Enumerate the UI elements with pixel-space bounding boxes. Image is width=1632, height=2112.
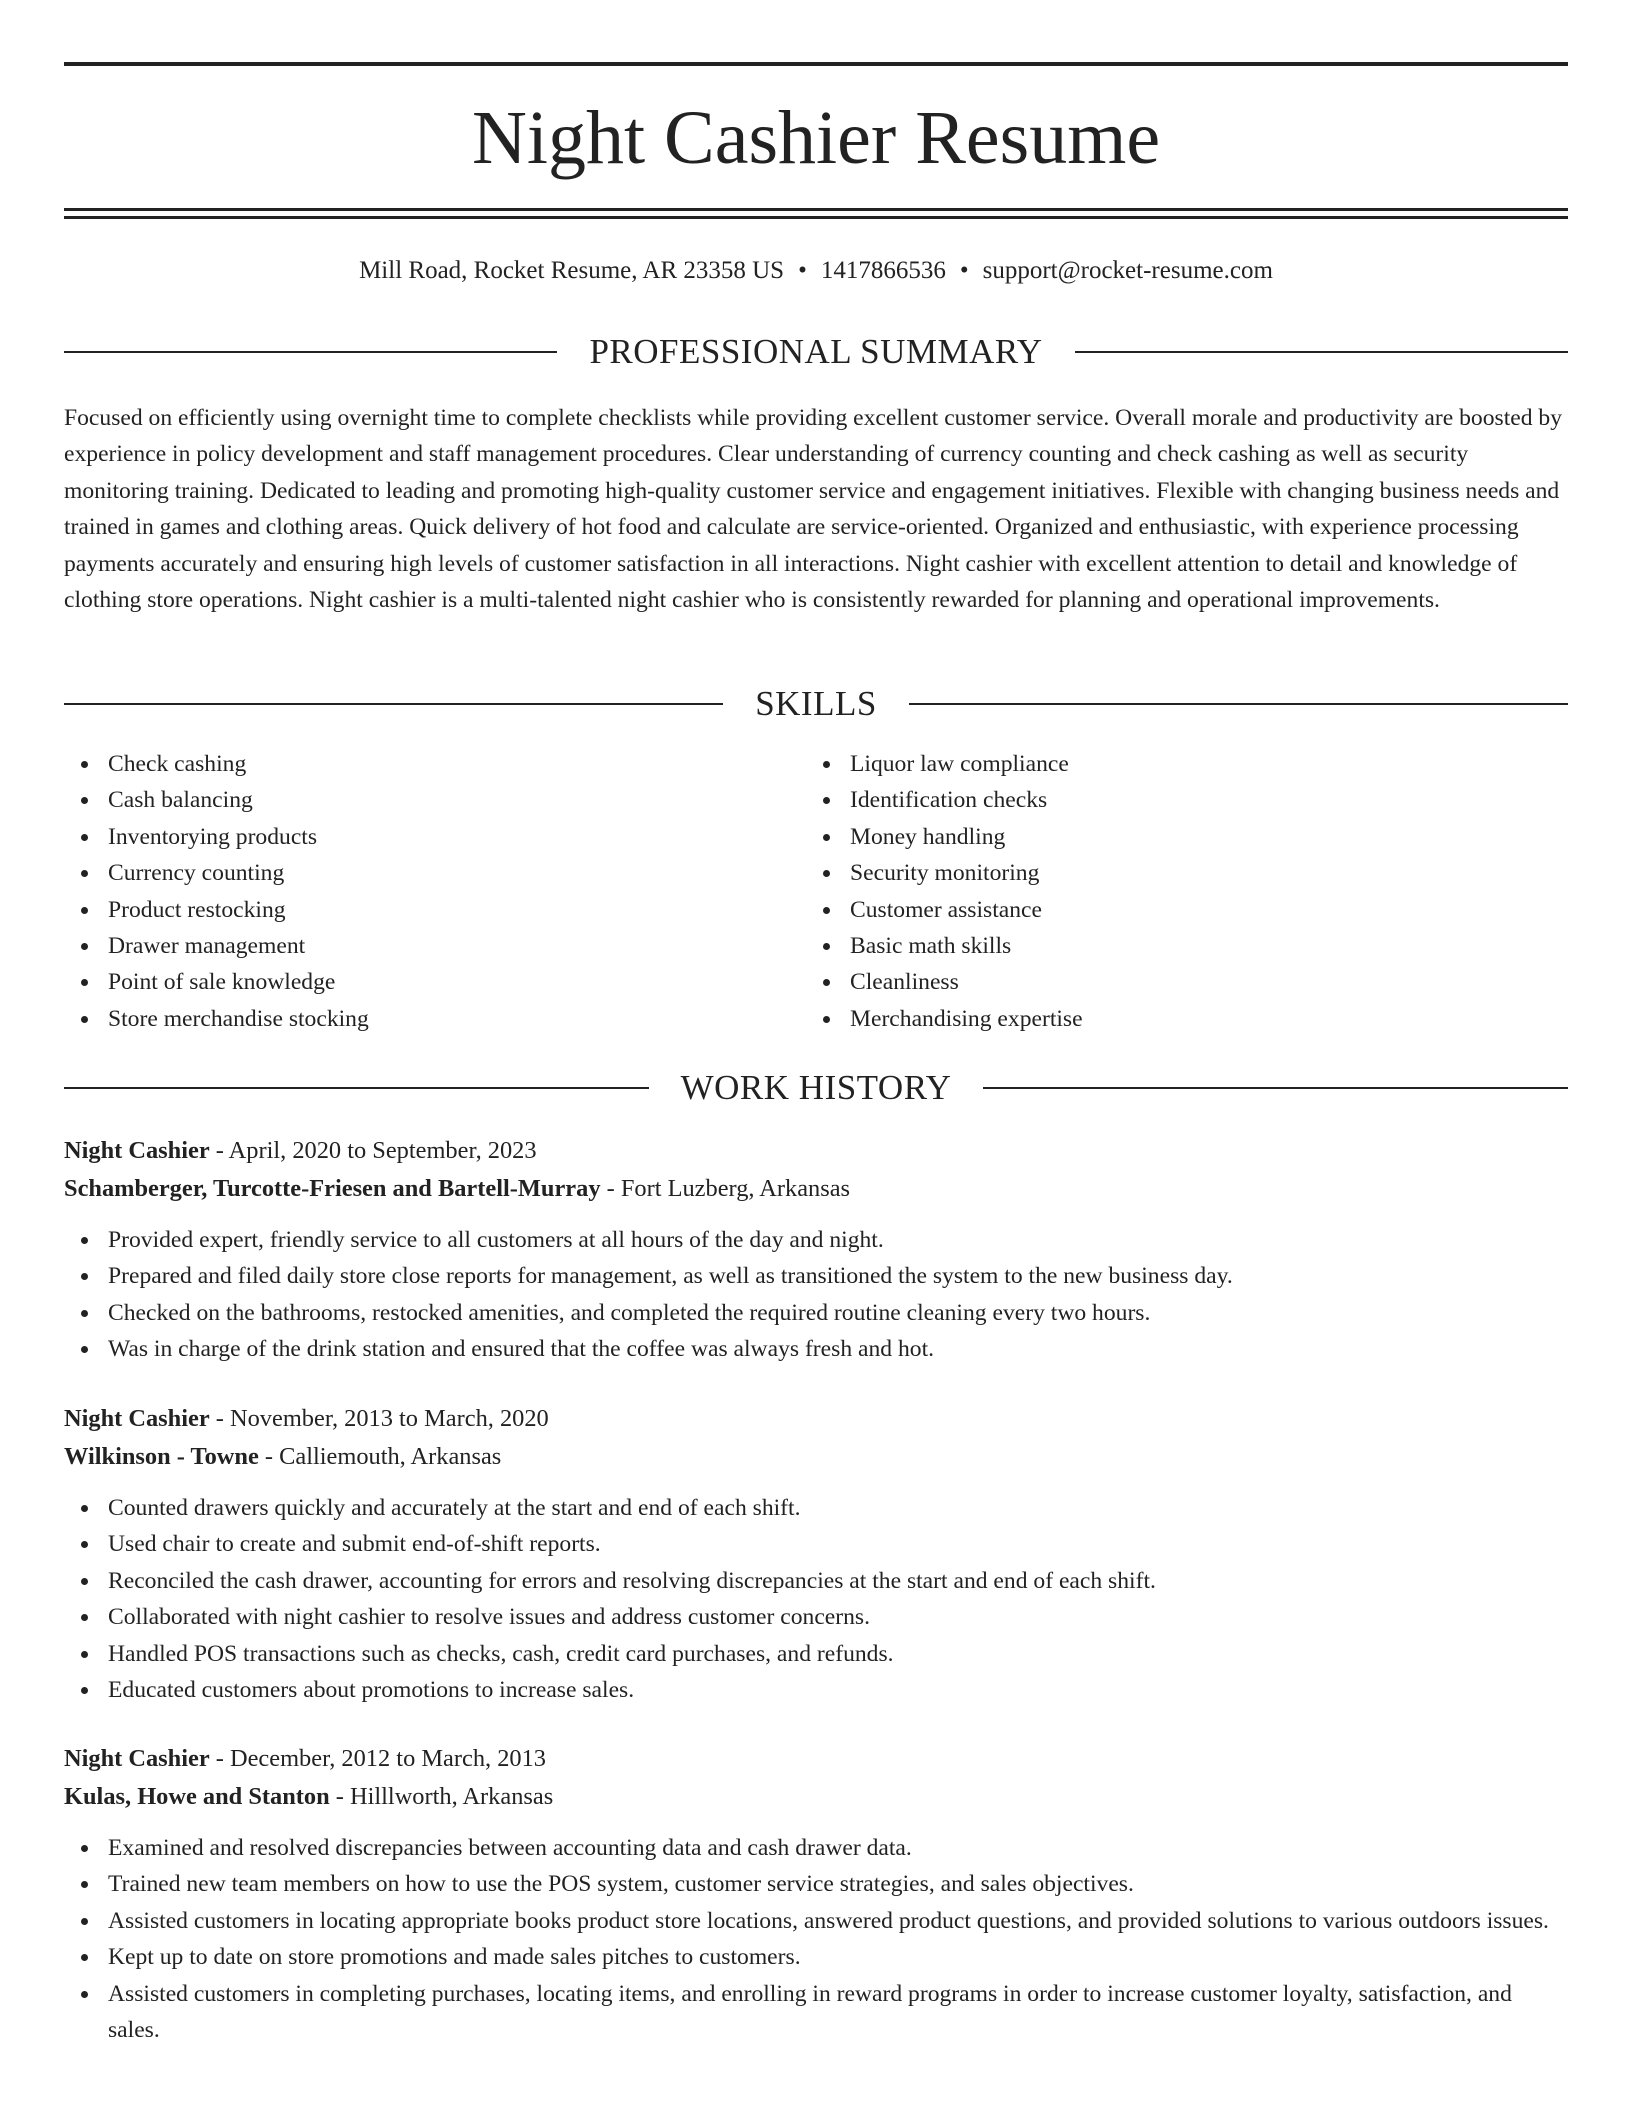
heading-rule	[64, 1087, 649, 1089]
contact-separator: •	[798, 257, 807, 284]
section-heading-work-history	[64, 1066, 1568, 1110]
job-company: Kulas, Howe and Stanton	[64, 1783, 330, 1810]
job-company: Wilkinson - Towne	[64, 1443, 259, 1470]
job-bullet: Assisted customers in completing purchases, locating items, and enrolling in reward programs in order to increase customer loyalty, satisfaction, and sales.	[64, 1976, 1568, 2049]
job-bullet: Handled POS transactions such as checks, cash, credit card purchases, and refunds.	[64, 1636, 1568, 1672]
header-double-rule-lower	[64, 216, 1568, 219]
job-bullets	[64, 1222, 1568, 1368]
skill-item: Merchandising expertise	[806, 1001, 1546, 1037]
job-dates: - April, 2020 to September, 2023	[209, 1137, 537, 1164]
job-bullet: Used chair to create and submit end-of-shift reports.	[64, 1526, 1568, 1562]
job-bullet: Reconciled the cash drawer, accounting for errors and resolving discrepancies at the start and end of each shift.	[64, 1563, 1568, 1599]
skill-item: Basic math skills	[806, 928, 1546, 964]
job-bullet: Trained new team members on how to use the POS system, customer service strategies, and sales objectives.	[64, 1866, 1568, 1902]
heading-rule	[1075, 351, 1568, 353]
job-bullet: Collaborated with night cashier to resolve issues and address customer concerns.	[64, 1599, 1568, 1635]
job-bullet: Assisted customers in locating appropriate books product store locations, answered product questions, and provided solutions to various outdoors issues.	[64, 1903, 1568, 1939]
contact-address: Mill Road, Rocket Resume, AR 23358 US	[359, 257, 785, 284]
job-title-line	[64, 1400, 1568, 1438]
contact-phone: 1417866536	[820, 257, 946, 284]
heading-rule	[909, 703, 1568, 705]
section-heading-label: SKILLS	[755, 684, 877, 723]
skill-item: Cash balancing	[64, 782, 804, 818]
job-bullet: Was in charge of the drink station and ensured that the coffee was always fresh and hot.	[64, 1331, 1568, 1367]
page-title: Night Cashier Resume	[471, 96, 1161, 180]
job-company-line	[64, 1778, 1568, 1816]
job-bullets	[64, 1490, 1568, 1708]
job-entry	[64, 1740, 1568, 2048]
job-title-line	[64, 1740, 1568, 1778]
skill-item: Identification checks	[806, 782, 1546, 818]
contact-email: support@rocket-resume.com	[982, 257, 1273, 284]
section-heading-summary	[64, 330, 1568, 374]
job-bullet: Educated customers about promotions to increase sales.	[64, 1672, 1568, 1708]
job-entry	[64, 1132, 1568, 1368]
job-title-line	[64, 1132, 1568, 1170]
job-title: Night Cashier	[64, 1405, 210, 1432]
skill-item: Security monitoring	[806, 855, 1546, 891]
job-entry	[64, 1400, 1568, 1708]
skill-item: Inventorying products	[64, 819, 804, 855]
job-location: - Calliemouth, Arkansas	[258, 1443, 502, 1470]
skill-item: Customer assistance	[806, 892, 1546, 928]
skill-item: Cleanliness	[806, 964, 1546, 1000]
skill-item: Money handling	[806, 819, 1546, 855]
skill-item: Point of sale knowledge	[64, 964, 804, 1000]
job-company: Schamberger, Turcotte-Friesen and Bartell-Murray	[64, 1175, 601, 1202]
job-bullet: Prepared and filed daily store close reports for management, as well as transitioned the system to the new business day.	[64, 1258, 1568, 1294]
skill-item: Liquor law compliance	[806, 746, 1546, 782]
skill-item: Drawer management	[64, 928, 804, 964]
skills-list-right	[806, 746, 1546, 1037]
contact-info	[64, 254, 1568, 288]
heading-rule	[983, 1087, 1568, 1089]
header-double-rule-upper	[64, 208, 1568, 211]
heading-rule	[64, 703, 723, 705]
job-title: Night Cashier	[64, 1745, 210, 1772]
job-bullet: Kept up to date on store promotions and made sales pitches to customers.	[64, 1939, 1568, 1975]
job-location: - Fort Luzberg, Arkansas	[600, 1175, 851, 1202]
job-title: Night Cashier	[64, 1137, 210, 1164]
job-company-line	[64, 1438, 1568, 1476]
summary-text: Focused on efficiently using overnight time to complete checklists while providing excellent customer service. Overall morale and productivity are boosted by experience in policy development and staff management procedures. Clear understanding of currency counting and check cashing as well as security monitoring training. Dedicated to leading and promoting high-quality customer service and engagement initiatives. Flexible with changing business needs and trained in games and clothing areas. Quick delivery of hot food and calculate are service-oriented. Organized and enthusiastic, with experience processing payments accurately and ensuring high levels of customer satisfaction in all interactions. Night cashier with excellent attention to detail and knowledge of clothing store operations. Night cashier is a multi-talented night cashier who is consistently rewarded for planning and operational improvements.	[64, 405, 1563, 614]
job-bullet: Provided expert, friendly service to all customers at all hours of the day and night.	[64, 1222, 1568, 1258]
job-bullet: Examined and resolved discrepancies between accounting data and cash drawer data.	[64, 1830, 1568, 1866]
skill-item: Product restocking	[64, 892, 804, 928]
skill-item: Currency counting	[64, 855, 804, 891]
contact-separator: •	[959, 257, 969, 284]
skill-item: Check cashing	[64, 746, 804, 782]
job-bullet: Counted drawers quickly and accurately at the start and end of each shift.	[64, 1490, 1568, 1526]
job-dates: - December, 2012 to March, 2013	[209, 1745, 546, 1772]
heading-rule	[64, 351, 557, 353]
job-bullet: Checked on the bathrooms, restocked amenities, and completed the required routine cleaning every two hours.	[64, 1295, 1568, 1331]
job-company-line	[64, 1170, 1568, 1208]
section-heading-label: PROFESSIONAL SUMMARY	[589, 332, 1043, 371]
job-location: - Hilllworth, Arkansas	[329, 1783, 554, 1810]
job-dates: - November, 2013 to March, 2020	[209, 1405, 549, 1432]
skill-item: Store merchandise stocking	[64, 1001, 804, 1037]
section-heading-skills	[64, 682, 1568, 726]
section-heading-label: WORK HISTORY	[680, 1068, 952, 1107]
header-top-rule	[64, 62, 1568, 66]
skills-list-left	[64, 746, 804, 1037]
job-bullets	[64, 1830, 1568, 2048]
